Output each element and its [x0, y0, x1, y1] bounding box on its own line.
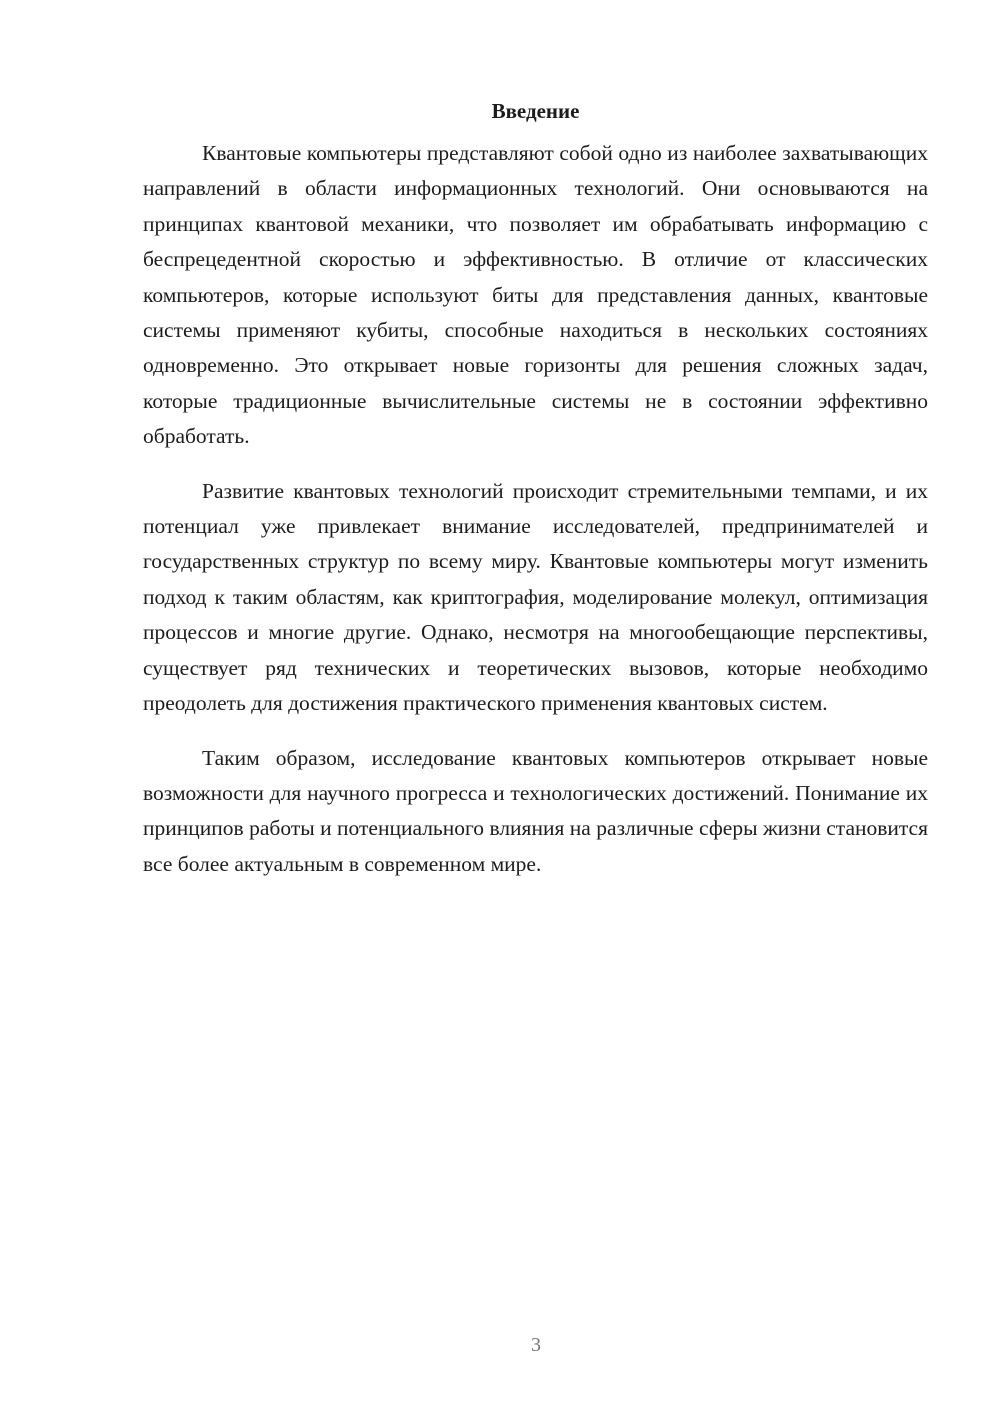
paragraph-3: Таким образом, исследование квантовых компьютеров открывает новые возможности для научного прогресса и технологических достижений. Понимание их принципов работы и потенциального влияния на различные сферы жизни становится все более актуальным в современном мире. — [143, 745, 928, 876]
section-heading: Введение — [491, 99, 580, 123]
page-number: 3 — [531, 1334, 541, 1356]
page-content — [143, 96, 928, 901]
paragraph-1: Квантовые компьютеры представляют собой одно из наиболее захватывающих направлений в области информационных технологий. Они основываются на принципах квантовой механики, что позволяет им обрабатывать информацию с беспрецедентной скоростью и эффективностью. В отличие от классических компьютеров, которые используют биты для представления данных, квантовые системы применяют кубиты, способные находиться в нескольких состояниях одновременно. Это открывает новые горизонты для решения сложных задач, которые традиционные вычислительные системы не в состоянии эффективно обработать. — [143, 141, 928, 449]
paragraph-2: Развитие квантовых технологий происходит стремительными темпами, и их потенциал уже привлекает внимание исследователей, предпринимателей и государственных структур по всему миру. Квантовые компьютеры могут изменить подход к таким областям, как криптография, моделирование молекул, оптимизация процессов и многие другие. Однако, несмотря на многообещающие перспективы, существует ряд технических и теоретических вызовов, которые необходимо преодолеть для достижения практического применения квантовых систем. — [143, 478, 928, 716]
